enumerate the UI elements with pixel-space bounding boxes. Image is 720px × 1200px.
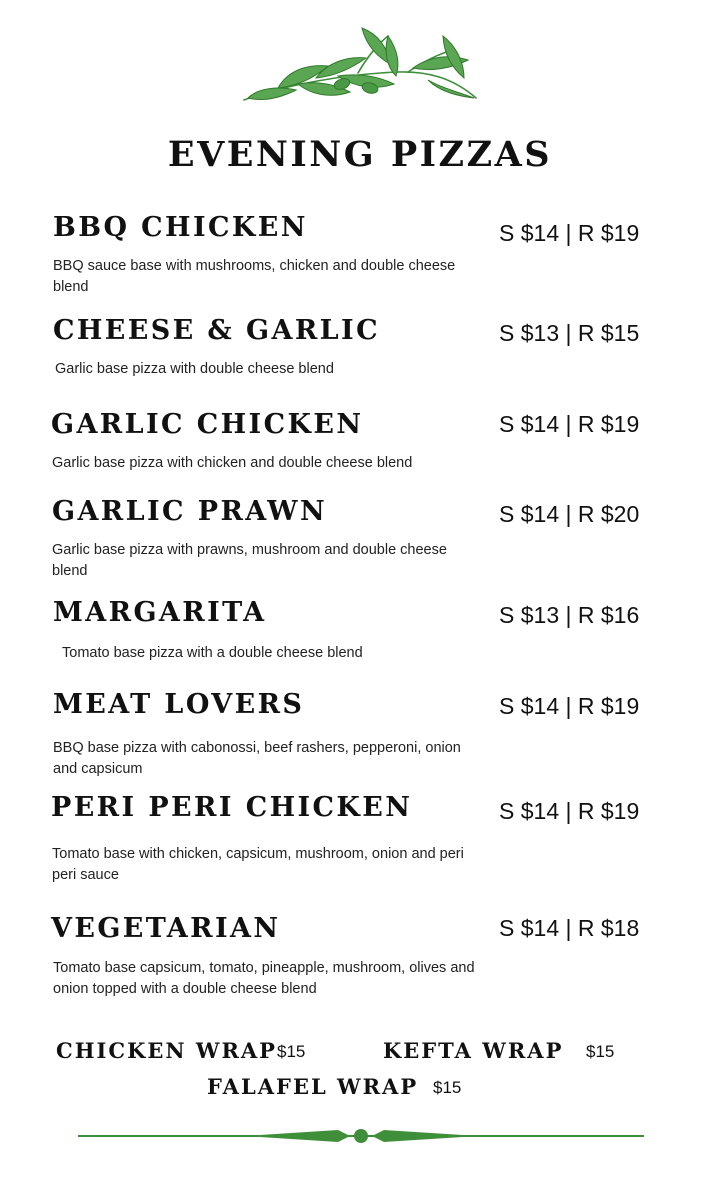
item-name-bbq-chicken: BBQ CHICKEN bbox=[53, 212, 308, 243]
item-price-margarita: S $13 | R $16 bbox=[499, 602, 640, 628]
wrap-price-falafel: $15 bbox=[433, 1078, 462, 1097]
item-name-vegetarian: VEGETARIAN bbox=[51, 913, 281, 944]
item-name-garlic-prawn: GARLIC PRAWN bbox=[52, 496, 328, 527]
olive-branch-icon bbox=[238, 26, 483, 110]
item-desc-vegetarian: Tomato base capsicum, tomato, pineapple, mushroom, olives and onion topped with a double cheese blend bbox=[53, 960, 475, 997]
wrap-name-chicken: CHICKEN WRAP bbox=[56, 1038, 277, 1063]
item-desc-garlic-prawn: Garlic base pizza with prawns, mushroom and double cheese blend bbox=[52, 542, 447, 579]
item-desc-margarita: Tomato base pizza with a double cheese blend bbox=[62, 645, 363, 661]
item-name-meat-lovers: MEAT LOVERS bbox=[53, 689, 305, 720]
item-name-margarita: MARGARITA bbox=[53, 597, 267, 628]
wrap-price-kefta: $15 bbox=[586, 1042, 615, 1061]
wrap-name-kefta: KEFTA WRAP bbox=[383, 1038, 564, 1063]
item-price-vegetarian: S $14 | R $18 bbox=[499, 915, 640, 941]
item-price-bbq-chicken: S $14 | R $19 bbox=[499, 220, 640, 246]
item-price-cheese-garlic: S $13 | R $15 bbox=[499, 320, 640, 346]
item-desc-cheese-garlic: Garlic base pizza with double cheese blend bbox=[55, 361, 334, 377]
item-name-peri-peri-chicken: PERI PERI CHICKEN bbox=[51, 792, 413, 823]
wrap-name-falafel: FALAFEL WRAP bbox=[207, 1074, 419, 1099]
item-price-meat-lovers: S $14 | R $19 bbox=[499, 693, 640, 719]
page-title: EVENING PIZZAS bbox=[167, 134, 553, 175]
item-price-garlic-chicken: S $14 | R $19 bbox=[499, 411, 640, 437]
item-name-cheese-garlic: CHEESE & GARLIC bbox=[53, 315, 380, 346]
item-desc-peri-peri-chicken: Tomato base with chicken, capsicum, mushroom, onion and peri peri sauce bbox=[52, 846, 464, 883]
wrap-price-chicken: $15 bbox=[277, 1042, 306, 1061]
item-desc-meat-lovers: BBQ base pizza with cabonossi, beef rashers, pepperoni, onion and capsicum bbox=[53, 740, 461, 777]
item-price-peri-peri-chicken: S $14 | R $19 bbox=[499, 798, 640, 824]
ornamental-divider-icon bbox=[78, 1126, 644, 1146]
item-desc-bbq-chicken: BBQ sauce base with mushrooms, chicken and double cheese blend bbox=[53, 258, 456, 295]
item-price-garlic-prawn: S $14 | R $20 bbox=[499, 501, 640, 527]
item-desc-garlic-chicken: Garlic base pizza with chicken and double cheese blend bbox=[52, 455, 413, 471]
item-name-garlic-chicken: GARLIC CHICKEN bbox=[51, 409, 364, 440]
